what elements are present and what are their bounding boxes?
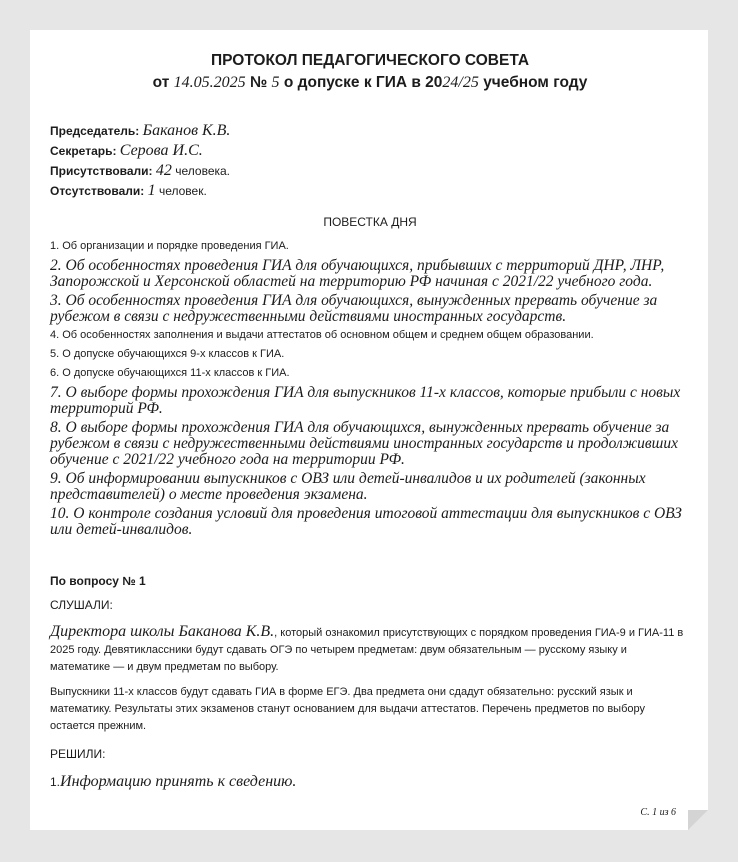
- absent-suffix: человек.: [158, 184, 207, 198]
- title-line-2: [50, 72, 690, 94]
- present-row: [50, 161, 690, 181]
- agenda-item-6: 6. О допуске обучающихся 11-х классов к ГИА.: [50, 367, 290, 379]
- present-label: Присутствовали:: [50, 164, 153, 178]
- agenda-item-5: 5. О допуске обучающихся 9-х классов к ГИА.: [50, 348, 285, 360]
- secretary-label: Секретарь:: [50, 144, 117, 158]
- title-end: учебном году: [483, 74, 588, 91]
- agenda-list: [50, 239, 690, 538]
- document-title: [50, 50, 690, 94]
- agenda-item-10: 10. О контроле создания условий для проведения итоговой аттестации для выпускников с ОВЗ или детей-инвалидов.: [50, 505, 682, 538]
- speech-text-1: , который ознакомил присутствующих с порядком проведения ГИА-9 и ГИА-11 в 2025 году. Девятиклассники будут сдавать ОГЭ по четырем предметам: двум обязательным — русскому языку и математике — и двум предметам по выбору.: [50, 627, 684, 673]
- academic-year: 24/25: [442, 74, 479, 91]
- chair-name: Баканов К.В.: [142, 122, 231, 139]
- speech-paragraph-1: [50, 624, 690, 676]
- page-number: С. 1 из 6: [640, 807, 676, 818]
- protocol-number: 5: [271, 74, 280, 91]
- document-page: [30, 30, 708, 830]
- agenda-item-1: 1. Об организации и порядке проведения ГИА.: [50, 240, 289, 252]
- present-suffix: человека.: [175, 164, 231, 178]
- chair-row: [50, 121, 690, 141]
- title-line-1: ПРОТОКОЛ ПЕДАГОГИЧЕСКОГО СОВЕТА: [210, 52, 530, 69]
- absent-count: 1: [147, 182, 156, 199]
- chair-label: Председатель:: [50, 124, 140, 138]
- agenda-item-4: 4. Об особенностях заполнения и выдачи аттестатов об основном общем и среднем общем образовании.: [50, 329, 594, 341]
- page-corner-fold: [688, 810, 708, 830]
- decision-row: [50, 773, 690, 791]
- heard-label: СЛУШАЛИ:: [50, 598, 113, 612]
- absent-row: [50, 181, 690, 201]
- secretary-name: Серова И.С.: [119, 142, 203, 159]
- title-num-label: №: [249, 74, 268, 91]
- agenda-item-7: 7. О выборе формы прохождения ГИА для выпускников 11-х классов, которые прибыли с новых территорий РФ.: [50, 384, 681, 417]
- agenda-item-9: 9. Об информировании выпускников с ОВЗ или детей-инвалидов и их родителей (законных представителей) о месте проведения экзамена.: [50, 470, 646, 503]
- meeting-meta: [50, 121, 690, 201]
- secretary-row: [50, 141, 690, 161]
- decision-number: 1.: [50, 775, 61, 789]
- document-content: [50, 50, 690, 791]
- agenda-item-3: 3. Об особенностях проведения ГИА для обучающихся, вынужденных прервать обучение за рубежом в связи с недружественными действиями иностранных государств.: [50, 292, 658, 325]
- agenda-item-2: 2. Об особенностях проведения ГИА для обучающихся, прибывших с территорий ДНР, ЛНР, Запорожской и Херсонской областей на территорию РФ начиная с 2021/22 учебного года.: [50, 257, 665, 290]
- speaker-name: Директора школы Баканова К.В.: [50, 623, 275, 640]
- decision-text: Информацию принять к сведению.: [60, 773, 297, 790]
- title-mid: о допуске к ГИА в 20: [283, 74, 443, 91]
- protocol-date: 14.05.2025: [173, 74, 246, 91]
- present-count: 42: [155, 162, 172, 179]
- title-ot: от: [152, 74, 170, 91]
- question-title: По вопросу № 1: [50, 574, 146, 588]
- decided-label: РЕШИЛИ:: [50, 747, 106, 761]
- agenda-title: ПОВЕСТКА ДНЯ: [323, 215, 417, 229]
- absent-label: Отсутствовали:: [50, 184, 145, 198]
- speech-paragraph-2: Выпускники 11-х классов будут сдавать ГИА в форме ЕГЭ. Два предмета они сдадут обязательно: русский язык и математику. Результаты этих экзаменов станут основанием для выдачи аттестатов. Перечень предметов по выбору остается прежним.: [50, 686, 645, 732]
- agenda-item-8: 8. О выборе формы прохождения ГИА для обучающихся, вынужденных прервать обучение за рубежом в связи с недружественными действиями иностранных государств и продолживших обучение с 2021/22 учебного года на территории РФ.: [50, 419, 678, 468]
